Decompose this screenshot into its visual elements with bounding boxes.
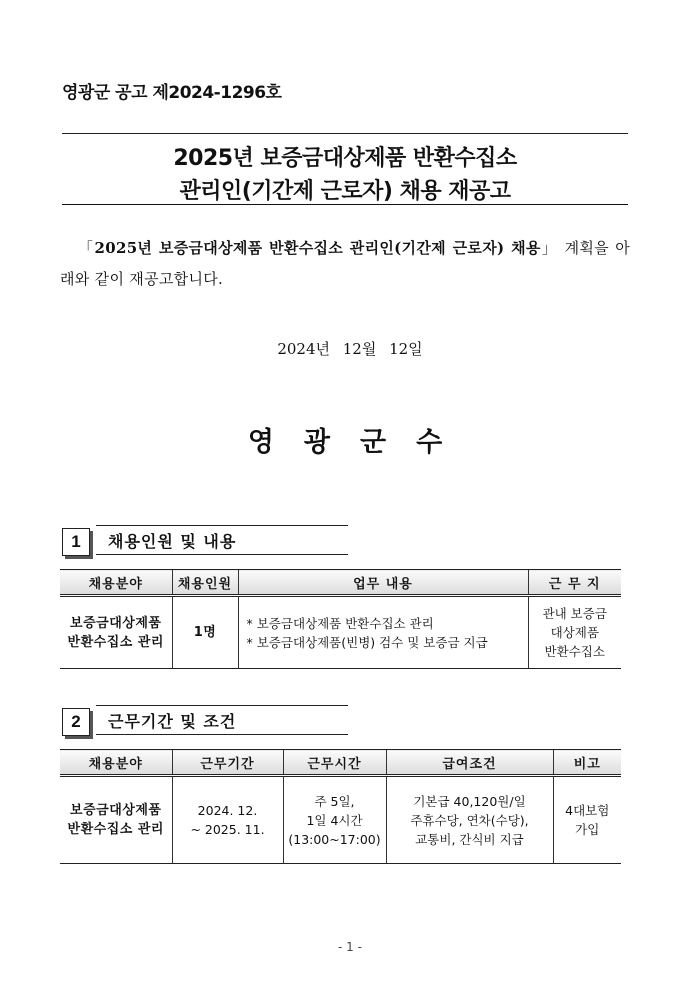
col-header-duties: 업무 내용	[238, 570, 528, 596]
signer: 영광군수	[247, 427, 473, 458]
cell-field: 보증금대상제품 반환수집소 관리	[60, 596, 172, 669]
announcement-date: 2024년 12월 12일	[277, 340, 423, 358]
intro-emphasis: 2025년 보증금대상제품 반환수집소 관리인(기간제 근로자) 채용	[94, 239, 541, 257]
intro-paragraph	[60, 233, 630, 295]
col-header-field: 채용분야	[60, 570, 172, 596]
cell-hours: 주 5일, 1일 4시간 (13:00~17:00)	[283, 776, 386, 864]
announcement-number: 영광군 공고 제2024-1296호	[62, 83, 282, 103]
cell-pay: 기본급 40,120원/일 주휴수당, 연차(수당), 교통비, 간식비 지급	[386, 776, 553, 864]
cell-location: 관내 보증금 대상제품 반환수집소	[528, 596, 621, 669]
section-title-2: 근무기간 및 조건	[108, 712, 237, 731]
document-title-line1: 2025년 보증금대상제품 반환수집소	[173, 146, 517, 171]
section-title-1: 채용인원 및 내용	[108, 532, 237, 551]
col-header-pay: 급여조건	[386, 750, 553, 776]
section-number-2: 2	[62, 708, 90, 736]
title-bottom-rule	[62, 204, 628, 205]
title-top-rule	[62, 133, 628, 134]
col-header-field: 채용분야	[60, 750, 172, 776]
col-header-location: 근 무 지	[528, 570, 621, 596]
cell-note: 4대보험 가입	[553, 776, 621, 864]
close-quote: 」	[540, 239, 559, 257]
section-heading-1	[96, 525, 348, 555]
table-row	[60, 596, 621, 669]
cell-field: 보증금대상제품 반환수집소 관리	[60, 776, 172, 864]
document-title-line2: 관리인(기간제 근로자) 채용 재공고	[179, 179, 511, 204]
col-header-headcount: 채용인원	[172, 570, 238, 596]
page-number: - 1 -	[338, 940, 362, 954]
conditions-table	[60, 749, 621, 864]
duty-item: * 보증금대상제품 반환수집소 관리	[246, 615, 434, 631]
cell-headcount: 1명	[172, 596, 238, 669]
duty-item: * 보증금대상제품(빈병) 검수 및 보증금 지급	[246, 634, 488, 650]
open-quote: 「	[78, 239, 95, 257]
recruitment-table	[60, 569, 621, 669]
intro-rest: 계획을 아래와 같이 재공고합니다.	[60, 239, 630, 288]
table-row	[60, 776, 621, 864]
section-number-1: 1	[62, 528, 90, 556]
col-header-hours: 근무시간	[283, 750, 386, 776]
col-header-period: 근무기간	[172, 750, 283, 776]
section-heading-2	[96, 705, 348, 735]
col-header-note: 비고	[553, 750, 621, 776]
cell-duties	[238, 596, 528, 669]
cell-period: 2024. 12. ~ 2025. 11.	[172, 776, 283, 864]
